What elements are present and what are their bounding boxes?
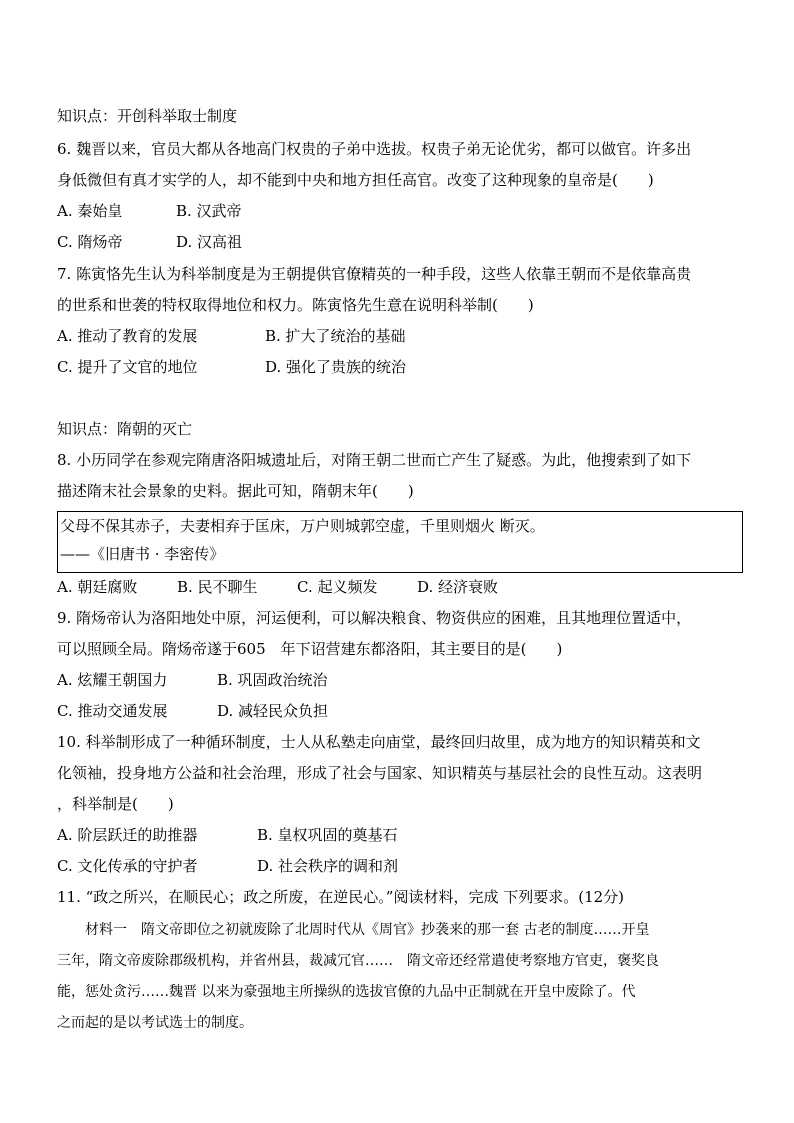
question-7-line-1: 7. 陈寅恪先生认为科举制度是为王朝提供官僚精英的一种手段，这些人依靠王朝而不是依靠高贵 (57, 265, 692, 283)
question-7-line-2: 的世系和世袭的特权取得地位和权力。陈寅恪先生意在说明科举制( ) (57, 296, 534, 314)
section-heading: 知识点：隋朝的灭亡 (57, 420, 193, 438)
question-7-option-c[interactable]: C. 提升了文官的地位 (57, 358, 198, 376)
question-8-line-2: 描述隋末社会景象的史料。据此可知，隋朝末年( ) (57, 482, 414, 500)
question-8-option-d[interactable]: D. 经济衰败 (417, 578, 499, 596)
question-9-option-a[interactable]: A. 炫耀王朝国力 (57, 671, 168, 689)
question-10-line-3: ，科举制是( ) (57, 795, 174, 813)
question-10-option-b[interactable]: B. 皇权巩固的奠基石 (257, 826, 398, 844)
question-8-line-1: 8. 小历同学在参观完隋唐洛阳城遗址后，对隋王朝二世而亡产生了疑惑。为此，他搜索到了如下 (57, 451, 692, 469)
question-6-line-2: 身低微但有真才实学的人，却不能到中央和地方担任高官。改变了这种现象的皇帝是( ) (57, 171, 654, 189)
question-7-option-a[interactable]: A. 推动了教育的发展 (57, 327, 198, 345)
question-6-line-1: 6. 魏晋以来，官员大都从各地高门权贵的子弟中选拔。权贵子弟无论优劣，都可以做官。许多出 (57, 140, 692, 158)
question-9-option-d[interactable]: D. 减轻民众负担 (217, 702, 329, 720)
question-7-option-b[interactable]: B. 扩大了统治的基础 (265, 327, 406, 345)
question-10-option-a[interactable]: A. 阶层跃迁的助推器 (57, 826, 198, 844)
question-6-option-b[interactable]: B. 汉武帝 (176, 202, 242, 220)
question-6-option-d[interactable]: D. 汉高祖 (176, 233, 243, 251)
material-line-4: 之而起的是以考试选士的制度。 (57, 1015, 253, 1031)
question-8-option-c[interactable]: C. 起义频发 (297, 578, 378, 596)
question-10-line-2: 化领袖，投身地方公益和社会治理，形成了社会与国家、知识精英与基层社会的良性互动。这表明 (57, 764, 703, 782)
section-heading: 知识点：开创科举取士制度 (57, 107, 238, 125)
question-10-option-d[interactable]: D. 社会秩序的调和剂 (257, 857, 399, 875)
question-8-option-b[interactable]: B. 民不聊生 (177, 578, 258, 596)
question-6-option-c[interactable]: C. 隋炀帝 (57, 233, 123, 251)
question-8-option-a[interactable]: A. 朝廷腐败 (57, 578, 138, 596)
question-9-option-c[interactable]: C. 推动交通发展 (57, 702, 168, 720)
question-9-option-b[interactable]: B. 巩固政治统治 (217, 671, 328, 689)
source-quote-box (57, 511, 743, 573)
question-9-line-2: 可以照顾全局。隋炀帝遂于605 年下诏营建东都洛阳，其主要目的是( ) (57, 640, 563, 658)
question-7-option-d[interactable]: D. 强化了贵族的统治 (265, 358, 407, 376)
question-11-prompt: 11. “政之所兴，在顺民心；政之所废，在逆民心。”阅读材料，完成 下列要求。(12分) (57, 888, 625, 906)
material-line-1: 材料一 隋文帝即位之初就废除了北周时代从《周官》抄袭来的那一套 古老的制度……开皇 (57, 922, 650, 938)
material-line-3: 能，惩处贪污……魏晋 以来为豪强地主所操纵的选拔官僚的九品中正制就在开皇中废除了。代 (57, 984, 636, 1000)
quote-source: ——《旧唐书 · 李密传》 (60, 545, 225, 563)
material-line-2: 三年，隋文帝废除郡级机构，并省州县，裁减冗官…… 隋文帝还经常遣使考察地方官吏，褒奖良 (57, 953, 659, 969)
question-10-option-c[interactable]: C. 文化传承的守护者 (57, 857, 198, 875)
question-9-line-1: 9. 隋炀帝认为洛阳地处中原，河运便利，可以解决粮食、物资供应的困难，且其地理位置适中， (57, 609, 692, 627)
question-10-line-1: 10. 科举制形成了一种循环制度，士人从私塾走向庙堂，最终回归故里，成为地方的知识精英和文 (57, 733, 701, 751)
question-6-option-a[interactable]: A. 秦始皇 (57, 202, 123, 220)
quote-text: 父母不保其赤子，夫妻相弃于匡床，万户则城郭空虚，千里则烟火 断灭。 (60, 517, 545, 535)
